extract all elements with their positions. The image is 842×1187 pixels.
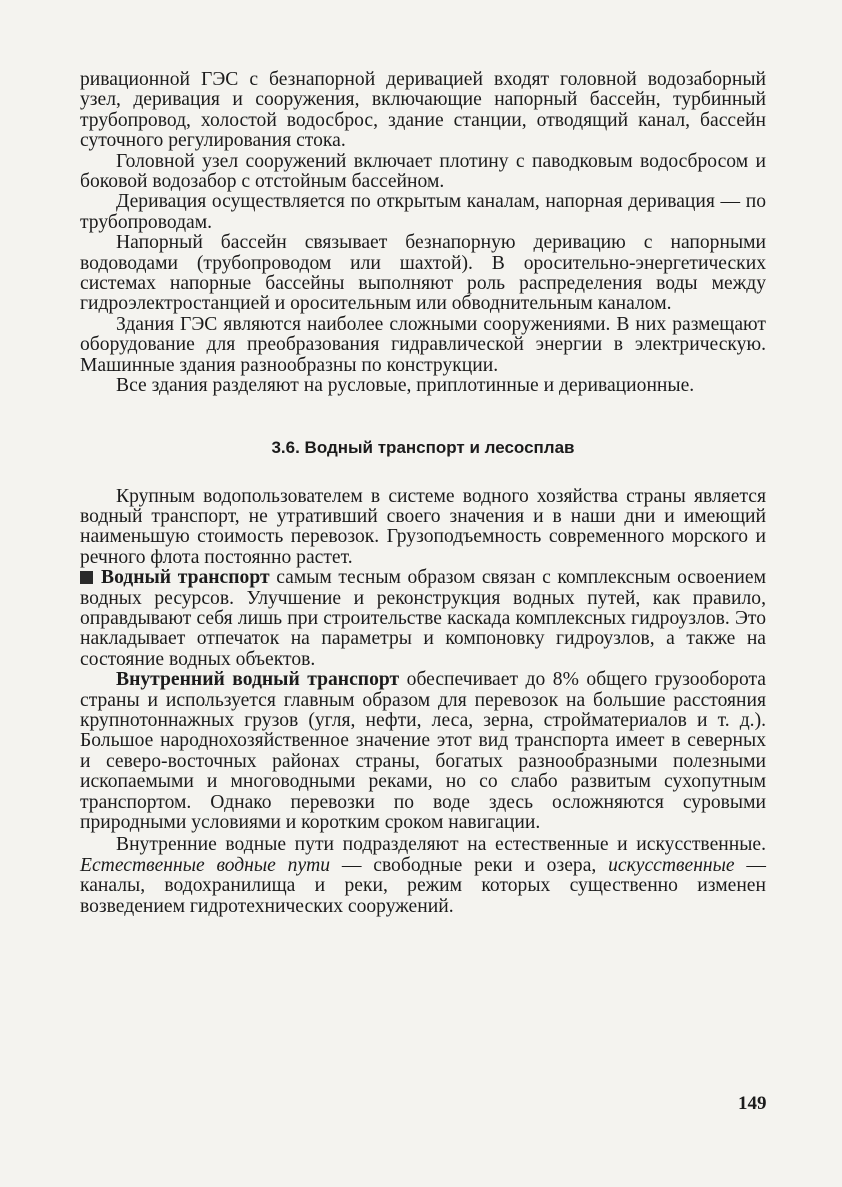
italic-term: искусственные <box>608 854 735 876</box>
paragraph: Напорный бассейн связывает безнапорную деривацию с напорными водоводами (трубопроводом или шахтой). В оросительно-энергетических системах напорные бассейны выполняют роль распределения воды между гидроэлектростанцией и оросительным или обводнительным каналом. <box>80 232 766 315</box>
bold-term: Водный транспорт <box>101 567 270 589</box>
paragraph: ривационной ГЭС с безнапорной деривацией входят головной водозаборный узел, деривация и сооружения, включающие напорный бассейн, турбинный трубопровод, холостой водосброс, здание станции, отводящий канал, бассейн суточного регулирования стока. <box>80 69 766 152</box>
paragraph-text: обеспечивает до 8% общего грузооборота страны и используется главным образом для перевозок на большие расстояния крупнотоннажных грузов (угля, нефти, леса, зерна, стройматериалов и т. д.). Большое народнохозяйственное значение этот вид транспорта имеет в северных и северо-восточных районах страны, богатых разнообразными полезными ископаемыми и многоводными реками, но со слабо развитым сухопутным транспортом. Однако перевозки по воде здесь осложняются суровыми природными условиями и коротким сроком навигации. <box>80 669 766 833</box>
paragraph-text: самым тесным образом связан с комплексным освоением водных ресурсов. Улучшение и реконструкция водных путей, как правило, оправдывают себя лишь при строительстве каскада комплексных гидроузлов. Это накладывает отпечаток на параметры и компоновку гидроузлов, а также на состояние водных объектов. <box>80 567 767 670</box>
square-bullet-icon <box>80 571 93 584</box>
bold-term: Внутренний водный транспорт <box>116 669 400 691</box>
paragraph-text: — каналы, водохранилища и реки, режим которых существенно изменен возведением гидротехнических сооружений. <box>80 854 766 917</box>
paragraph: Все здания разделяют на русловые, приплотинные и деривационные. <box>116 375 695 397</box>
paragraph <box>80 670 766 833</box>
paragraph-text: Внутренние водные пути подразделяют на естественные и искусственные. <box>116 834 766 856</box>
page-body <box>80 70 766 917</box>
page-number: 149 <box>738 1093 767 1114</box>
paragraph: Здания ГЭС являются наиболее сложными сооружениями. В них размещают оборудование для преобразования гидравлической энергии в электрическую. Машинные здания разнообразны по конструкции. <box>80 313 766 376</box>
paragraph: Головной узел сооружений включает плотину с паводковым водосбросом и боковой водозабор с отстойным бассейном. <box>80 150 766 193</box>
section-heading: 3.6. Водный транспорт и лесосплав <box>271 437 575 457</box>
paragraph <box>80 568 766 670</box>
paragraph: Деривация осуществляется по открытым каналам, напорная деривация — по трубопроводам. <box>80 191 766 233</box>
paragraph: Крупным водопользователем в системе водного хозяйства страны является водный транспорт, не утративший своего значения и в наши дни и имеющий наименьшую стоимость перевозок. Грузоподъемность современного морского и речного флота постоянно растет. <box>80 485 766 568</box>
italic-term: Естественные водные пути <box>80 854 331 876</box>
paragraph-text: — свободные реки и озера, <box>330 854 609 876</box>
paragraph <box>80 835 766 917</box>
